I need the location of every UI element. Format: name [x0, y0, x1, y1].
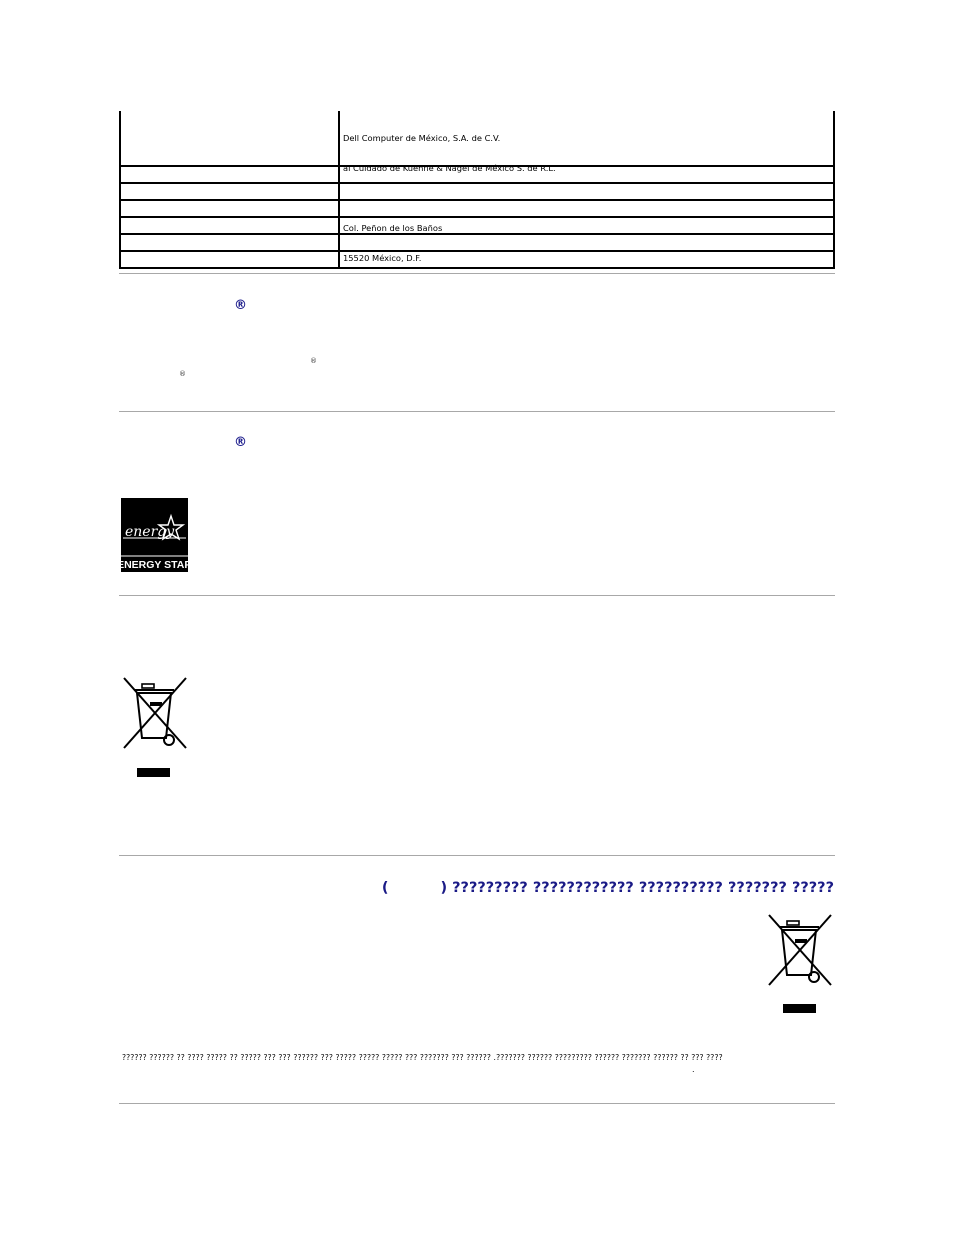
- section-divider: [119, 595, 835, 596]
- contact-table: [119, 111, 835, 269]
- crossed-out-bin-icon: [120, 676, 190, 778]
- weee-crossed-bin-logo: [765, 913, 835, 1015]
- registered-mark-small: ®: [179, 370, 186, 378]
- energy-star-icon: [117, 498, 192, 572]
- table-border-right: [833, 111, 835, 269]
- heading-title: ) ????????? ???????????? ?????????? ??????? ?????: [440, 880, 834, 896]
- energy-star-logo: [117, 498, 192, 572]
- address-line: 15520 México, D.F.: [343, 253, 422, 263]
- weee-body-text: ?????? ?????? ?? ???? ????? ?? ????? ??? ??? ?????? ??? ????? ????? ????? ??? ??????? ??? ?????? .??????? ?????? ????????? ?????? ??????? ?????? ?? ??? ????: [122, 1053, 723, 1062]
- crossed-out-bin-icon: [765, 913, 835, 1015]
- table-column-divider: [338, 111, 340, 269]
- section-divider: [119, 855, 835, 856]
- section-divider: [119, 411, 835, 412]
- body-trailing-dot: .: [692, 1065, 695, 1074]
- section-divider: [119, 1103, 835, 1104]
- table-border-left: [119, 111, 121, 269]
- heading-open-paren: (: [381, 880, 389, 896]
- energy-script-text: energy: [125, 524, 175, 540]
- section-divider: [119, 273, 835, 274]
- registered-mark-small: ®: [310, 357, 317, 365]
- weee-section-heading: [382, 880, 834, 896]
- address-line: Dell Computer de México, S.A. de C.V.: [343, 133, 501, 143]
- address-line: Col. Peñon de los Baños: [343, 223, 443, 233]
- weee-crossed-bin-logo: [120, 676, 190, 778]
- address-cell: [343, 113, 556, 283]
- address-line: al Cuidado de Kuehne & Nagel de México S. de R.L.: [343, 163, 556, 173]
- energy-star-label: ENERGY STAR: [117, 559, 192, 571]
- registered-mark: ®: [234, 435, 247, 450]
- registered-mark: ®: [234, 298, 247, 313]
- address-line: [343, 193, 556, 203]
